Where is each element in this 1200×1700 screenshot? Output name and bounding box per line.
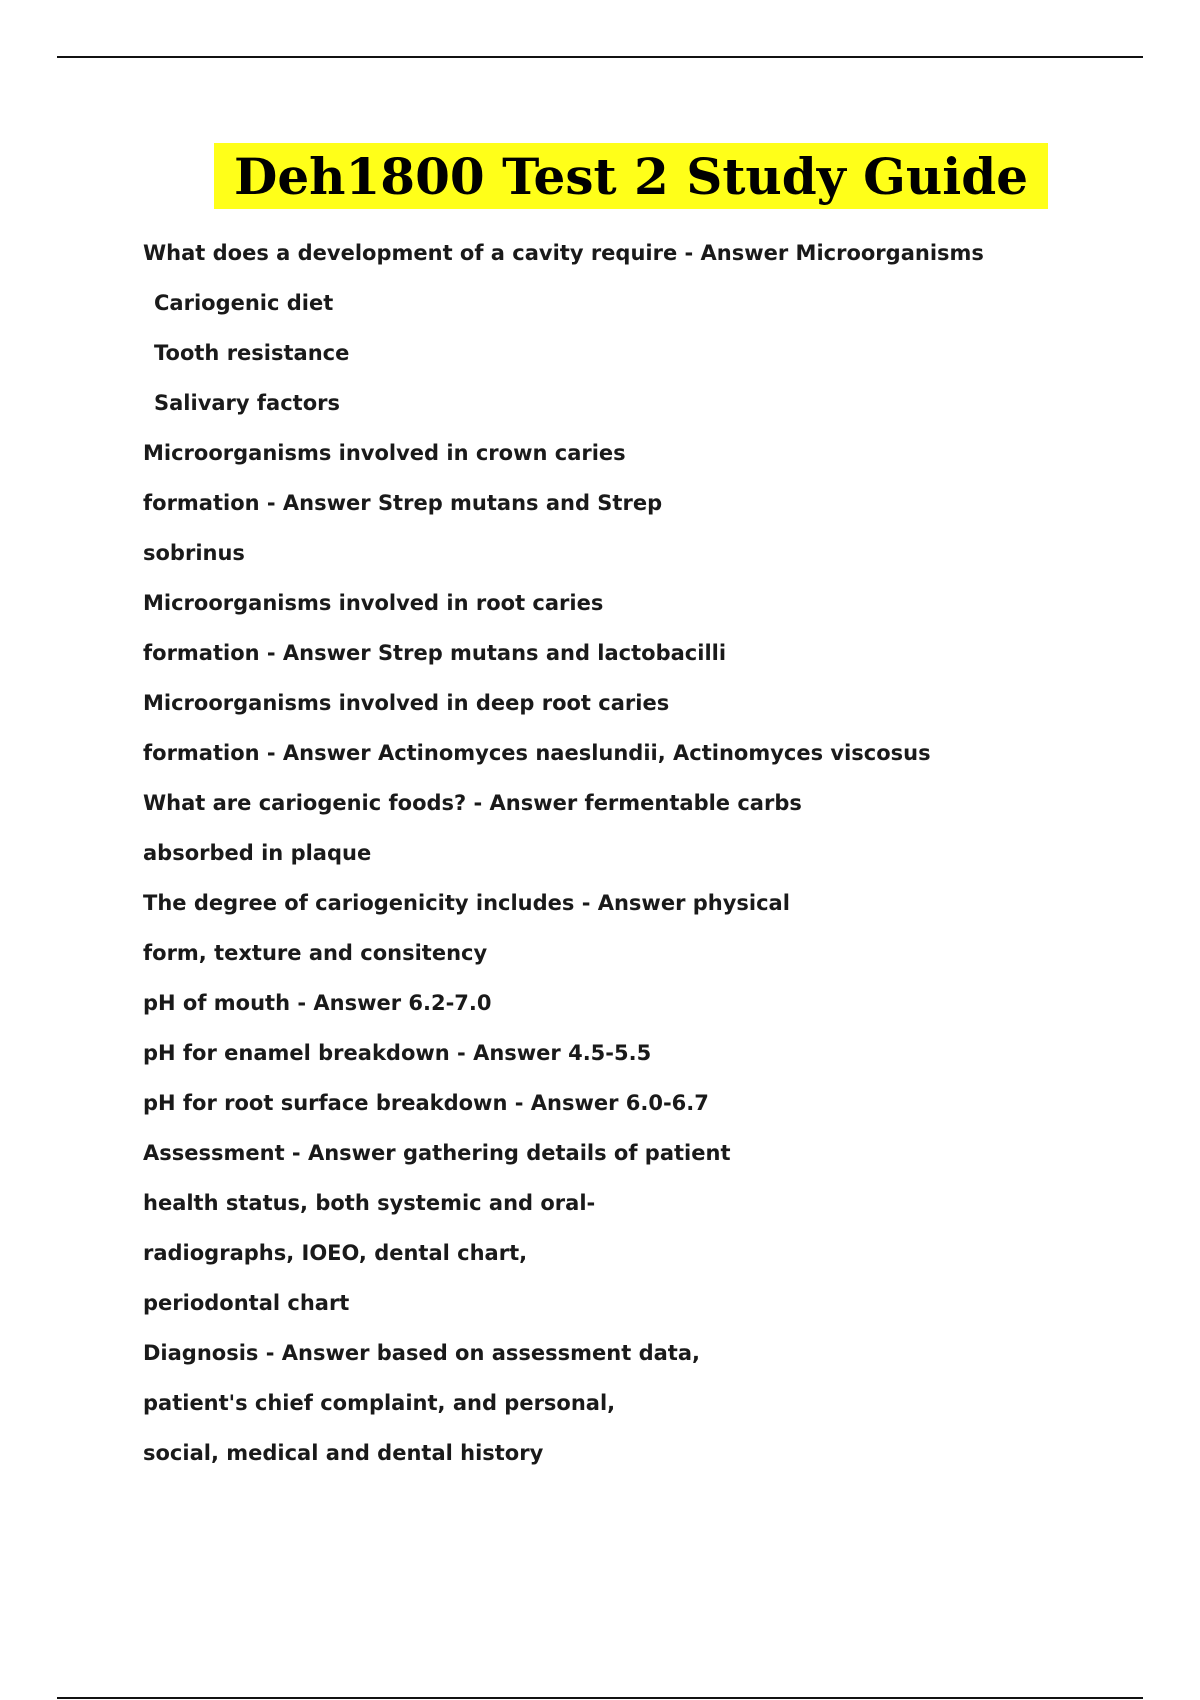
guide-line: pH for root surface breakdown - Answer 6.0-6.7	[143, 1091, 709, 1115]
guide-line: sobrinus	[143, 541, 245, 565]
document-title: Deh1800 Test 2 Study Guide	[233, 146, 1029, 206]
guide-line: Tooth resistance	[154, 341, 350, 365]
study-guide-body	[143, 228, 1143, 1478]
guide-line: radiographs, IOEO, dental chart,	[143, 1241, 528, 1265]
guide-line: pH of mouth - Answer 6.2-7.0	[143, 991, 492, 1015]
title-highlight	[214, 143, 1048, 209]
guide-line: pH for enamel breakdown - Answer 4.5-5.5	[143, 1041, 652, 1065]
guide-line: patient's chief complaint, and personal,	[143, 1391, 616, 1415]
guide-line: What does a development of a cavity require - Answer Microorganisms	[143, 241, 984, 265]
guide-line: Microorganisms involved in crown caries	[143, 441, 626, 465]
guide-line: Diagnosis - Answer based on assessment data,	[143, 1341, 700, 1365]
footer-rule	[57, 1697, 1143, 1699]
guide-line: Salivary factors	[154, 391, 340, 415]
guide-line: form, texture and consitency	[143, 941, 488, 965]
guide-line: social, medical and dental history	[143, 1441, 544, 1465]
guide-line: What are cariogenic foods? - Answer fermentable carbs	[143, 791, 802, 815]
guide-line: formation - Answer Strep mutans and lactobacilli	[143, 641, 727, 665]
guide-line: absorbed in plaque	[143, 841, 372, 865]
guide-line: Cariogenic diet	[154, 291, 334, 315]
guide-line: health status, both systemic and oral-	[143, 1191, 596, 1215]
guide-line: Assessment - Answer gathering details of patient	[143, 1141, 731, 1165]
guide-line: formation - Answer Strep mutans and Strep	[143, 491, 663, 515]
guide-line: Microorganisms involved in root caries	[143, 591, 604, 615]
guide-line: formation - Answer Actinomyces naeslundii, Actinomyces viscosus	[143, 741, 931, 765]
guide-line: Microorganisms involved in deep root caries	[143, 691, 670, 715]
guide-line: periodontal chart	[143, 1291, 350, 1315]
header-rule	[57, 56, 1143, 58]
guide-line: The degree of cariogenicity includes - Answer physical	[143, 891, 790, 915]
